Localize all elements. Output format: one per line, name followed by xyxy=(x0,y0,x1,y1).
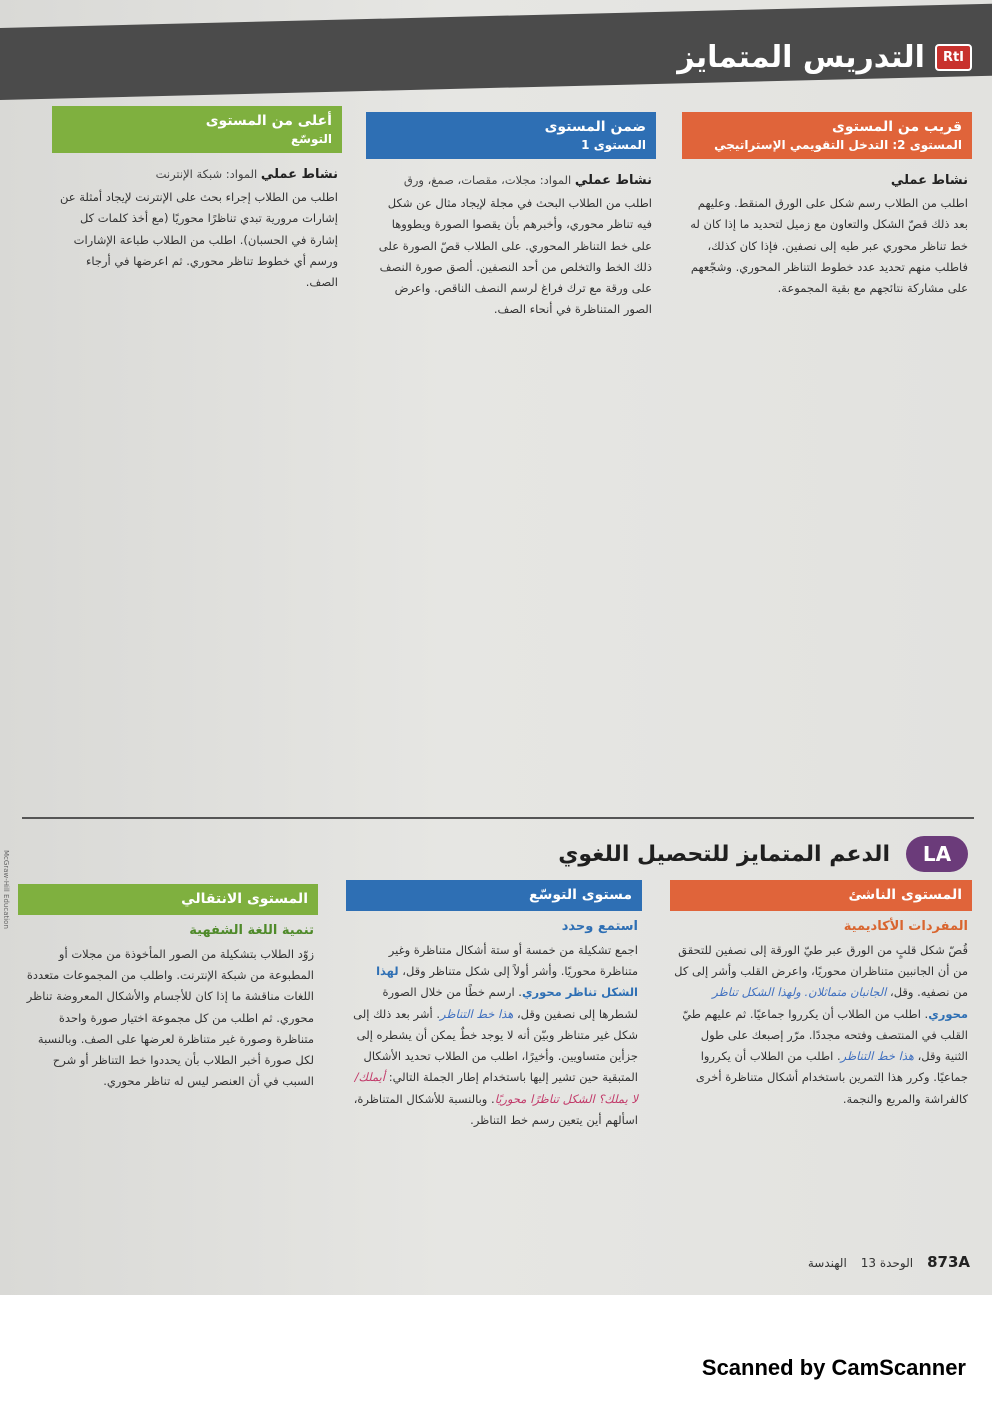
level-label: أعلى من المستوى xyxy=(205,113,332,129)
column-header: المستوى الناشئ xyxy=(670,880,972,911)
la-column-emerging xyxy=(670,880,972,1110)
rti-column-approaching xyxy=(682,112,972,299)
scanner-watermark: Scanned by CamScanner xyxy=(701,1355,966,1380)
level-sublabel: المستوى 2: التدخل التقويمي الإستراتيجي xyxy=(714,137,962,152)
page-title: التدريس المتمايز xyxy=(677,40,925,75)
rti-column-beyond xyxy=(52,106,342,293)
column-body xyxy=(682,169,972,299)
text-run: . اطلب من الطلاب أن يكرروا جماعيًا. وكرر هذا التمرين باستخدام أشكال متناظرة أخرى كالفراشة والمربع والنجمة. xyxy=(695,1049,968,1106)
column-header: مستوى التوسّع xyxy=(346,880,642,911)
text-run: . وبالنسبة للأشكال المتناظرة، اسألهم أين يتعين رسم خط التناظر. xyxy=(353,1091,638,1128)
column-header xyxy=(682,112,972,159)
column-header: المستوى الانتقالي xyxy=(18,884,318,915)
column-header xyxy=(366,112,656,159)
publisher-credit: McGraw-Hill Education xyxy=(2,850,10,929)
activity-title: نشاط عملي xyxy=(574,173,652,189)
column-body xyxy=(52,163,342,293)
highlight-text: لهذا الشكل تناظر محوري xyxy=(376,964,638,1000)
activity-title: نشاط عملي xyxy=(260,167,338,183)
text-run: . أشر بعد ذلك إلى شكل غير متناظر وبيّن أنه لا يوجد خطٌ يمكن أن يشطره إلى جزأين متساويين. وأخيرًا، اطلب من الطلاب تحديد الأشكال المتبقية حين تشير إليها باستخدام إطار الجملة التالي: xyxy=(353,1006,638,1085)
level-label: قريب من المستوى xyxy=(832,119,962,135)
la-title: الدعم المتمايز للتحصيل اللغوي xyxy=(558,841,890,867)
materials: المواد: شبكة الإنترنت xyxy=(155,167,258,182)
highlight-text: أيملك/لا يملك؟ الشكل تناظرًا محوريًا xyxy=(354,1070,638,1106)
page-header xyxy=(677,40,972,75)
rti-column-on-level xyxy=(366,112,656,321)
column-header xyxy=(52,106,342,153)
column-body xyxy=(670,940,972,1110)
subject-label: الهندسة xyxy=(807,1256,847,1270)
page-footer xyxy=(808,1253,970,1271)
highlight-text: محوري xyxy=(928,1006,968,1021)
section-heading: استمع وحدد xyxy=(561,918,638,934)
la-badge: LA xyxy=(906,836,968,872)
column-body xyxy=(346,940,642,1131)
section-heading: تنمية اللغة الشفهية xyxy=(189,922,314,938)
text-run: . اطلب من الطلاب أن يكرروا جماعيًا. ثم عليهم طيّ القلب في المنتصف وفتحه مجددًا. مرّر إصبعك على طول الثنية وقل، xyxy=(682,1006,968,1064)
column-body: زوّد الطلاب بتشكيلة من الصور المأخوذة من مجلات أو المطبوعة من شبكة الإنترنت. واطلب من المجموعات متعددة اللغات مناقشة ما إذا كان للأجسام والأشكال المعروضة تناظر محوري. ثم اطلب من كل مجموعة اختيار صورة واحدة متناظرة وصورة غير متناظرة لعرضها على الصف. وبالنسبة لكل صورة أخبر الطلاب بأن يحددوا خط التناظر أو شرح السبب في أن العنصر ليس له تناظر محوري. xyxy=(26,946,314,1089)
la-column-expanding xyxy=(346,880,642,1131)
unit-label: الوحدة 13 xyxy=(860,1256,914,1270)
materials: المواد: مجلات، مقصات، صمغ، ورق xyxy=(403,173,572,188)
activity-text: اطلب من الطلاب إجراء بحث على الإنترنت لإيجاد أمثلة عن إشارات مرورية تبدي تناظرًا محوريًا (مع أخذ كلمات كل إشارة في الحسبان). اطلب من الطلاب طباعة الإشارات ورسم أي خطوط تناظر محوري. ثم اعرضها في أرجاء الصف. xyxy=(60,190,338,290)
la-column-bridging xyxy=(18,884,318,1093)
highlight-text: هذا خط التناظر xyxy=(440,1006,514,1021)
rti-badge: RtI xyxy=(935,44,972,71)
column-body xyxy=(366,169,656,321)
level-label: ضمن المستوى xyxy=(544,119,646,135)
highlight-text: هذا خط التناظر xyxy=(840,1049,914,1064)
text-run: قُصّ شكل قلبٍ من الورق عبر طيّ الورقة إلى نصفين للتحقق من أن الجانبين متناظران محوريًا، واعرض القلب وأشر إلى كل من نصفيه. وقل، xyxy=(674,942,968,1000)
section-divider xyxy=(22,817,974,819)
activity-title: نشاط عملي xyxy=(890,173,968,189)
text-run: . ارسم خطًا من خلال الصورة لشطرها إلى نصفين وقل، xyxy=(382,985,638,1021)
text-run: اجمع تشكيلة من خمسة أو ستة أشكال متناظرة وغير متناظرة محوريًا. وأشر أولاً إلى شكل متناظر وقل، xyxy=(388,942,638,979)
la-header xyxy=(558,836,968,872)
level-sublabel: المستوى 1 xyxy=(581,137,646,152)
level-sublabel: التوسّع xyxy=(290,131,332,146)
highlight-text: الجانبان متماثلان. ولهذا الشكل تناظر xyxy=(712,985,887,1000)
activity-text: اطلب من الطلاب البحث في مجلة لإيجاد مثال عن شكل فيه تناظر محوري، وأخبرهم بأن يقصوا الصورة ويطووها على خط التناظر المحوري. على الطلاب قصّ الصورة على ذلك الخط والتخلص من أحد النصفين. ألصق صورة النصف على ورقة مع ترك فراغ لرسم النصف الناقص. واعرض الصور المتناظرة في أنحاء الصف. xyxy=(378,196,652,317)
section-heading: المفردات الأكاديمية xyxy=(843,918,968,934)
activity-text: اطلب من الطلاب رسم شكل على الورق المنقط. وعليهم بعد ذلك قصّ الشكل والتعاون مع زميل لتحديد ما إذا كان له خط تناظر محوري عبر طيه إلى نصفين. فإذا كان كذلك، فاطلب منهم تحديد عدد خطوط التناظر المحوري. وشجّعهم على مشاركة نتائجهم مع بقية المجموعة. xyxy=(690,196,968,296)
page-number: 873A xyxy=(927,1253,970,1271)
